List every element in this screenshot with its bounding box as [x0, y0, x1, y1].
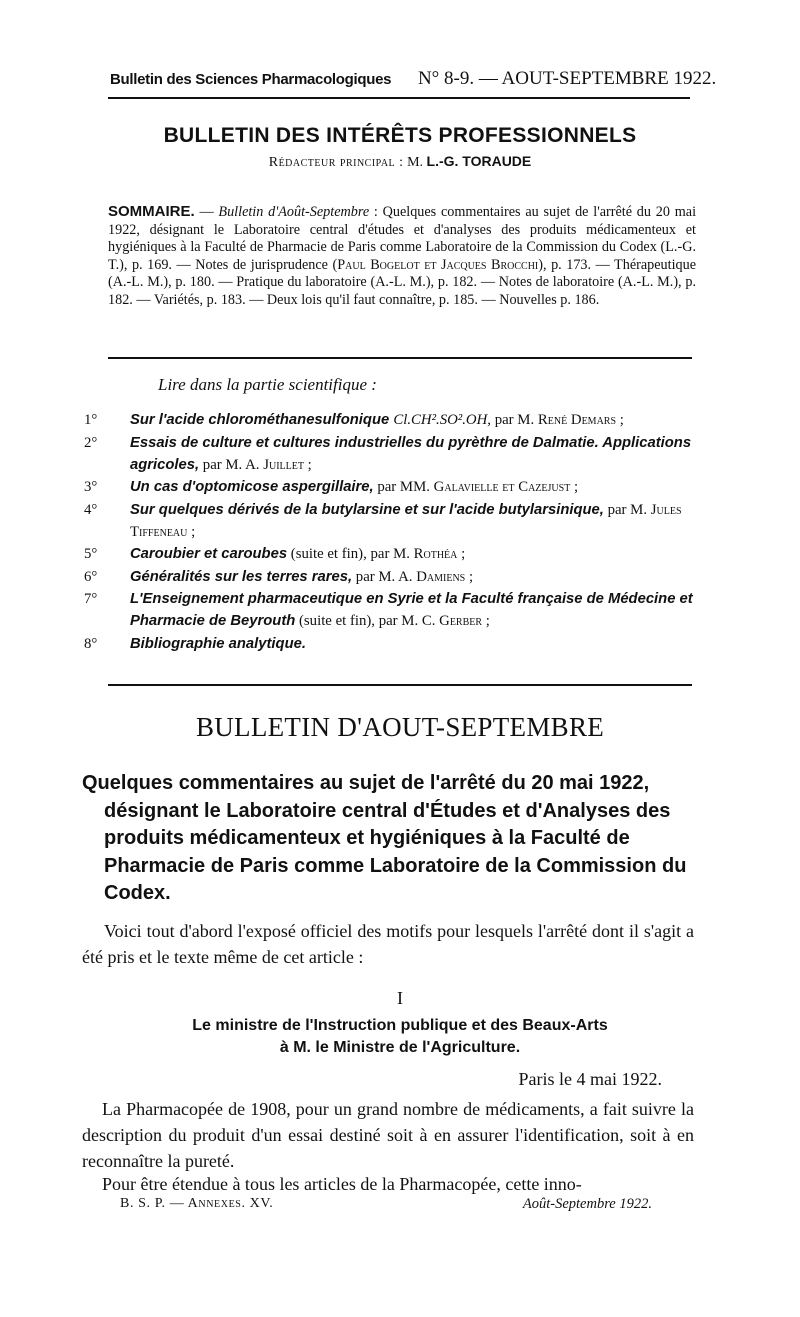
toc-rest: par M. A.	[199, 456, 264, 473]
footer-date: Août-Septembre 1922.	[522, 1196, 652, 1212]
article-title-line: désignant le Laboratoire central d'Études et d'Analyses des	[104, 799, 671, 822]
toc-number: 3°	[84, 479, 98, 495]
toc-item	[80, 566, 700, 588]
toc-item	[80, 499, 700, 543]
toc-title: Sur quelques dérivés de la butylarsine et sur l'acide butylarsinique,	[130, 501, 604, 518]
article-title-line: Codex.	[104, 882, 171, 905]
toc-number: 6°	[84, 568, 98, 585]
toc-number: 1°	[84, 412, 98, 428]
redacteur-line	[0, 153, 800, 171]
toc-title: L'Enseignement pharmaceutique en Syrie et la Faculté française de Médecine et Pharmacie de Beyrouth	[130, 591, 693, 629]
section-rule	[108, 357, 692, 359]
toc-rest: par M.	[491, 412, 538, 428]
toc-number: 4°	[84, 501, 98, 518]
sommaire-paragraph	[108, 203, 696, 310]
place-date: Paris le 4 mai 1922.	[518, 1069, 662, 1089]
journal-name: Bulletin des Sciences Pharmacologiques	[110, 71, 392, 88]
toc-author: René Demars	[537, 412, 617, 428]
sommaire-label: SOMMAIRE.	[108, 203, 195, 220]
toc-author: Damiens	[416, 568, 466, 585]
minister-heading	[0, 1015, 800, 1059]
toc-number: 5°	[84, 546, 98, 562]
article-title-line: Quelques commentaires au sujet de l'arrêté du 20 mai 1922,	[82, 772, 650, 794]
footer-reference	[120, 1196, 273, 1212]
toc-number: 7°	[84, 591, 98, 607]
article-title	[82, 770, 692, 908]
toc-tail: ;	[570, 479, 579, 495]
toc-tail: ;	[465, 568, 474, 585]
toc-title: Généralités sur les terres rares,	[130, 568, 353, 585]
running-header	[110, 68, 717, 90]
minister-line: à M. le Ministre de l'Agriculture.	[279, 1039, 521, 1056]
toc-tail: ;	[482, 613, 490, 629]
toc-title: Bibliographie analytique.	[130, 635, 306, 652]
sommaire-text: ), p. 173. — Thérapeutique (A.-L. M.), p. 180. — Pratique du laboratoire (A.-L. M.), p. 182. — Notes de laboratoire (A.-L. M.), p. 182. — Variétés, p. 183. — Deux lois qu'il faut connaître, p. 185. — Nouvelles p. 186.	[108, 256, 696, 308]
sommaire-italic: Bulletin d'Août-Septembre	[218, 204, 370, 220]
body-paragraph: La Pharmacopée de 1908, pour un grand nombre de médicaments, a fait suivre la description du produit d'un essai destiné soit à en assurer l'identification, soit à en reconnaître la pureté.	[82, 1099, 694, 1171]
toc-title: Caroubier et caroubes	[130, 546, 288, 562]
toc-author: Juillet	[263, 456, 304, 473]
toc-rest: (suite et fin), par M. C.	[295, 613, 440, 629]
toc-tail: ;	[303, 456, 312, 473]
article-title-line: produits médicamenteux et hygiéniques à la Faculté de	[104, 827, 630, 850]
scientific-heading: Lire dans la partie scientifique :	[158, 375, 377, 394]
footer-reference-text: B. S. P. — Annexes. XV.	[120, 1196, 274, 1211]
toc-rest: par M.	[603, 501, 651, 518]
header-rule	[108, 97, 690, 99]
section-rule	[108, 684, 692, 686]
scientific-contents-list	[80, 409, 700, 655]
toc-formula: Cl.CH².SO².OH,	[393, 412, 492, 428]
toc-author: Galavielle et Cazejust	[433, 479, 571, 495]
redacteur-prefix: M.	[407, 155, 424, 170]
redacteur-name: L.-G. TORAUDE	[426, 153, 532, 169]
toc-author: Gerber	[439, 613, 483, 629]
toc-tail: ;	[457, 546, 466, 562]
sommaire-text: —	[194, 204, 219, 220]
redacteur-label: Rédacteur principal :	[268, 155, 404, 170]
toc-number: 8°	[84, 635, 98, 652]
body-paragraph: Pour être étendue à tous les articles de la Pharmacopée, cette inno-	[102, 1174, 582, 1194]
toc-number: 2°	[84, 434, 98, 451]
article-title-line: Pharmacie de Paris comme Laboratoire de la Commission du	[104, 854, 687, 877]
toc-title: Sur l'acide chlorométhanesulfonique	[130, 412, 394, 428]
toc-author: Rothéa	[413, 546, 458, 562]
toc-item	[80, 633, 700, 655]
toc-item	[80, 476, 700, 498]
toc-title: Essais de culture et cultures industrielles du pyrèthre de Dalmatie. Applications agricoles,	[130, 434, 692, 473]
toc-rest: par M. A.	[352, 568, 417, 585]
toc-rest: (suite et fin), par M.	[287, 546, 414, 562]
bulletin-title: BULLETIN DES INTÉRÊTS PROFESSIONNELS	[163, 124, 637, 147]
toc-item	[80, 409, 700, 431]
toc-author: Jules Tiffeneau	[130, 501, 682, 540]
toc-rest: par MM.	[373, 479, 434, 495]
section-title: BULLETIN D'AOUT-SEPTEMBRE	[195, 712, 605, 742]
roman-numeral: I	[397, 988, 403, 1008]
sommaire-text: : Quelques commentaires au sujet de l'arrêté du 20 mai 1922, désignant le Laboratoire central d'études et d'analyses des produits médicamenteux et hygiéniques à la Faculté de Pharmacie de Paris comme Laboratoire de la Commission du Codex (L.-G. T.), p. 169. — Notes de jurisprudence (	[108, 204, 697, 273]
toc-item	[80, 588, 700, 632]
toc-item	[80, 543, 700, 565]
toc-tail: ;	[616, 412, 624, 428]
toc-item	[80, 432, 700, 476]
issue-number: N° 8-9. — AOUT-SEPTEMBRE 1922.	[417, 68, 717, 89]
toc-tail: ;	[187, 523, 196, 540]
sommaire-author: Paul Bogelot et Jacques Brocchi	[337, 256, 539, 273]
intro-paragraph: Voici tout d'abord l'exposé officiel des motifs pour lesquels l'arrêté dont il s'agit a été pris et le texte même de cet article :	[82, 921, 694, 967]
minister-line: Le ministre de l'Instruction publique et des Beaux-Arts	[192, 1017, 608, 1034]
toc-title: Un cas d'optomicose aspergillaire,	[130, 479, 374, 495]
